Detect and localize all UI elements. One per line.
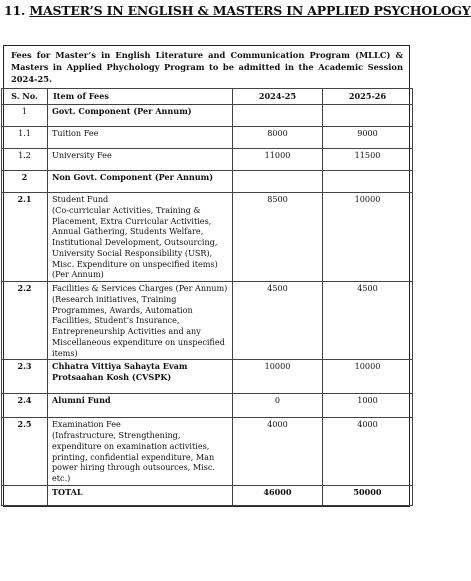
header-sn: S. No. [2,89,48,105]
table-row [2,418,413,486]
row-sn: 2.4 [2,394,48,418]
total-2025-26: 50000 [323,485,413,505]
row-2024-25: 8500 [233,193,323,282]
row-title: Non Govt. Component (Per Annum) [48,171,233,193]
row-title: Chhatra Vittiya Sahayta Evam Protsaahan Kosh (CVSPK) [48,360,233,394]
header-2024-25: 2024-25 [233,89,323,105]
row-description: (Research initiatives, Training Programmes, Awards, Automation Facilities, Student’s Insurance, Entrepreneurship Activities and any Miscellaneous expenditure on unspecified items) [52,293,225,358]
fee-table [1,88,413,506]
table-row [2,149,413,171]
table-row [2,394,413,418]
row-title: University Fee [48,149,233,171]
table-row [2,105,413,127]
table-header-row [2,89,413,105]
row-title: Alumni Fund [48,394,233,418]
row-item-cell [48,418,233,486]
section-number: 11. [4,3,26,18]
header-2025-26: 2025-26 [323,89,413,105]
table-row [2,360,413,394]
header-item: Item of Fees [48,89,233,105]
row-sn: 1.2 [2,149,48,171]
row-sn: 2.3 [2,360,48,394]
table-row [2,282,413,360]
row-title: Examination Fee [52,419,121,430]
row-2025-26: 4000 [323,418,413,486]
row-2025-26: 11500 [323,149,413,171]
intro-paragraph: Fees for Master’s in English Literature and Communication Program (MLLC) & Masters in Applied Phychology Program to be admitted in the Academic Session 2024-25. [11,50,403,84]
row-title: Tuition Fee [48,127,233,149]
section-heading [4,3,471,18]
row-item-cell [48,193,233,282]
row-2024-25: 8000 [233,127,323,149]
row-2024-25: 11000 [233,149,323,171]
table-row [2,127,413,149]
row-2024-25 [233,171,323,193]
total-2024-25: 46000 [233,485,323,505]
table-row [2,171,413,193]
row-description: (Co-curricular Activities, Training & Placement, Extra Curricular Activities, Annual Gathering, Students Welfare, Institutional Development, Outsourcing, University Social Responsibility (USR), Misc. Expenditure on unspecified items) (Per Annum) [52,204,218,280]
row-sn: 2.1 [2,193,48,282]
total-row [2,485,413,505]
row-2024-25: 4000 [233,418,323,486]
row-2025-26: 1000 [323,394,413,418]
fee-structure-box [3,45,410,507]
row-2025-26: 10000 [323,193,413,282]
row-sn: 1.1 [2,127,48,149]
row-sn: 2.2 [2,282,48,360]
row-description: (Infrastructure, Strengthening, expenditure on examination activities, printing, confidential expenditure, Man power hiring through outsources, Misc. etc.) [52,430,216,484]
row-2024-25: 0 [233,394,323,418]
table-row [2,193,413,282]
row-2025-26 [323,105,413,127]
total-sn-cell [2,485,48,505]
row-item-cell [48,282,233,360]
total-label: TOTAL [48,485,233,505]
row-title: Govt. Component (Per Annum) [48,105,233,127]
row-2025-26 [323,171,413,193]
row-sn: 2 [2,171,48,193]
row-sn: 2.5 [2,418,48,486]
row-2024-25 [233,105,323,127]
row-2024-25: 4500 [233,282,323,360]
row-2025-26: 4500 [323,282,413,360]
row-sn: 1 [2,105,48,127]
row-title: Facilities & Services Charges (Per Annum) [52,283,228,294]
row-2025-26: 9000 [323,127,413,149]
row-2025-26: 10000 [323,360,413,394]
row-2024-25: 10000 [233,360,323,394]
row-title: Student Fund [52,194,109,205]
section-title: MASTER’S IN ENGLISH & MASTERS IN APPLIED PSYCHOLOGY [29,3,471,18]
